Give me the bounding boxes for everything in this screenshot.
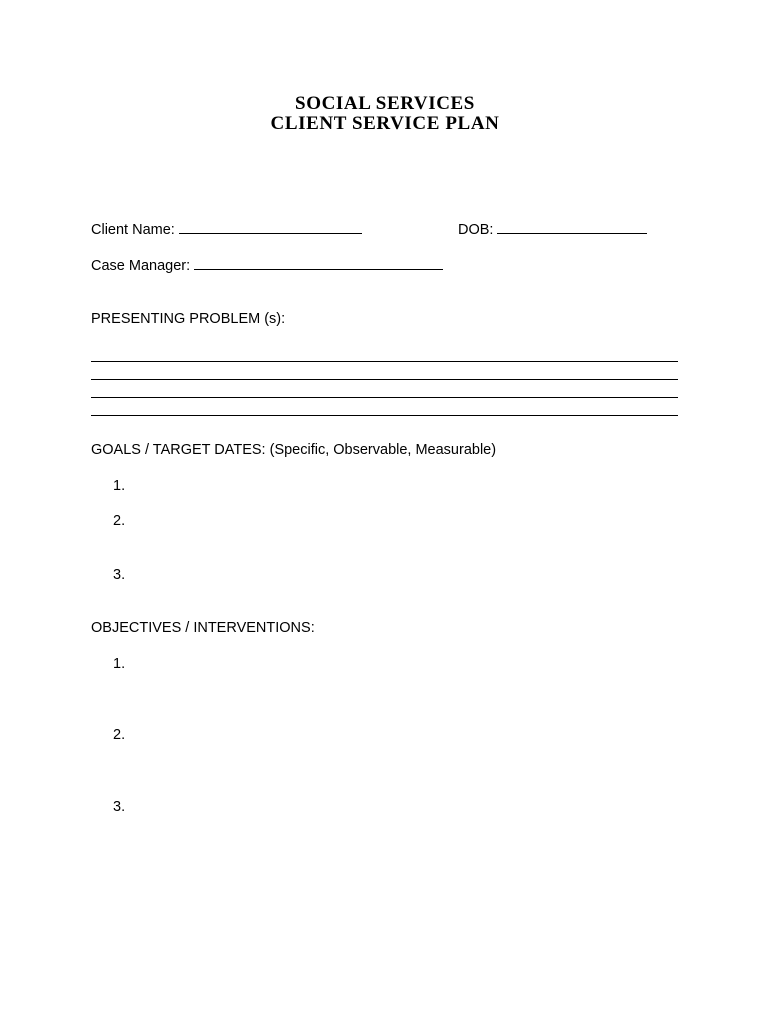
objectives-heading: OBJECTIVES / INTERVENTIONS: <box>91 620 315 636</box>
goal-item-number: 2. <box>113 513 126 529</box>
goal-item-number: 3. <box>113 567 126 583</box>
presenting-problem-heading: PRESENTING PROBLEM (s): <box>91 311 286 327</box>
dob-label: DOB: <box>458 222 494 238</box>
form-title-line2: CLIENT SERVICE PLAN <box>270 113 500 134</box>
dob-field[interactable] <box>497 221 647 234</box>
presenting-problem-line-4[interactable] <box>91 415 678 416</box>
client-name-label: Client Name: <box>91 222 175 238</box>
client-name-row <box>91 221 362 239</box>
goals-heading: GOALS / TARGET DATES: (Specific, Observable, Measurable) <box>91 442 497 458</box>
client-name-field[interactable] <box>179 221 362 234</box>
objective-item-number: 2. <box>113 727 126 743</box>
case-manager-row <box>91 257 443 275</box>
case-manager-label: Case Manager: <box>91 258 191 274</box>
form-title-line1: SOCIAL SERVICES <box>295 93 475 114</box>
dob-row <box>458 221 647 239</box>
objective-item-number: 3. <box>113 799 126 815</box>
goal-item-number: 1. <box>113 478 126 494</box>
presenting-problem-line-3[interactable] <box>91 397 678 398</box>
presenting-problem-line-1[interactable] <box>91 361 678 362</box>
objective-item-number: 1. <box>113 656 126 672</box>
case-manager-field[interactable] <box>194 257 443 270</box>
presenting-problem-line-2[interactable] <box>91 379 678 380</box>
